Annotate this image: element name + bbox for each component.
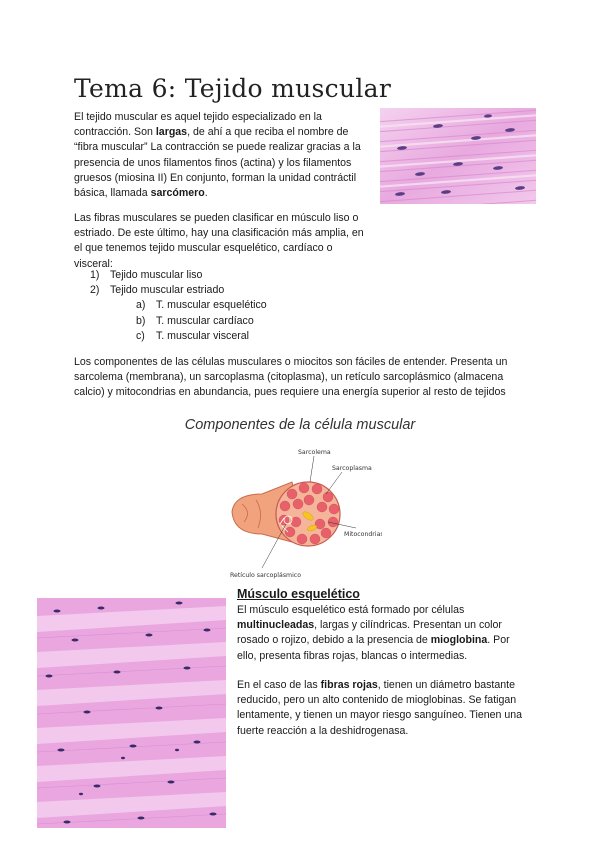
list-item: 2) Tejido muscular estriado a) T. muscular esquelético b) T. muscular cardíaco c) T. muscular visceral bbox=[90, 283, 267, 344]
muscle-type-list bbox=[90, 268, 267, 344]
figure-title: Componentes de la célula muscular bbox=[184, 417, 416, 433]
label-sarcoplasma: Sarcoplasma bbox=[332, 465, 372, 472]
bold-term-largas: largas bbox=[155, 126, 188, 139]
label-reticulo: Retículo sarcoplásmico bbox=[230, 572, 301, 579]
section-heading-skeletal: Músculo esquelético bbox=[237, 587, 360, 601]
bold-term-mioglobina: mioglobina bbox=[430, 634, 488, 647]
skeletal-paragraph-2: En el caso de las fibras rojas, tienen un diámetro bastante reducido, pero un alto contenido de mioglobinas. Se fatigan lentamente, y tienen un mayor riesgo sanguíneo. Tienen una fuerte reacción a la deshidrogenasa. bbox=[237, 679, 523, 737]
skeletal-muscle-micrograph bbox=[37, 598, 226, 828]
label-mitocondrias: Mitocondrias bbox=[344, 531, 382, 538]
page-title: Tema 6: Tejido muscular bbox=[74, 74, 392, 103]
muscle-micrograph-top bbox=[380, 108, 536, 204]
skeletal-paragraph-1: El músculo esquelético está formado por células multinucleadas, largas y cilíndricas. Presentan un color rosado o rojizo, debido a la presencia de mioglobina. Por ello, presenta fibras rojas, blancas o intermedias. bbox=[237, 604, 510, 662]
bold-term-sarcomero: sarcómero bbox=[150, 187, 205, 200]
label-sarcolema: Sarcolema bbox=[298, 449, 331, 456]
sublist-item: c) T. muscular visceral bbox=[136, 329, 250, 342]
striated-sublist bbox=[110, 298, 267, 344]
muscle-cell-diagram bbox=[222, 442, 382, 582]
bold-term-fibras-rojas: fibras rojas bbox=[320, 679, 378, 691]
intro-paragraph: El tejido muscular es aquel tejido especializado en la contracción. Son largas, de ahí a que reciba el nombre de “fibra muscular” La contracción se puede realizar gracias a la presencia de unos filamentos finos (actina) y los filamentos gruesos (miosina II) En conjunto, forman la unidad contráctil básica, llamada sarcómero. bbox=[74, 111, 361, 200]
classification-paragraph: Las fibras musculares se pueden clasificar en músculo liso o estriado. De este último, hay una clasificación más amplia, en el que tenemos tejido muscular esquelético, cardíaco o visceral: bbox=[74, 212, 364, 270]
sublist-item: a) T. muscular esquelético bbox=[136, 299, 267, 312]
sublist-item: b) T. muscular cardíaco bbox=[136, 314, 254, 327]
bold-term-multinucleadas: multinucleadas bbox=[237, 619, 315, 632]
components-paragraph: Los componentes de las células musculares o miocitos son fáciles de entender. Presenta un sarcolema (membrana), un sarcoplasma (citoplasma), un retículo sarcoplásmico (almacena calcio) y mitocondrias en abundancia, pues requiere una energía superior al resto de tejidos bbox=[74, 356, 508, 399]
list-item: 1) Tejido muscular liso bbox=[90, 269, 203, 281]
